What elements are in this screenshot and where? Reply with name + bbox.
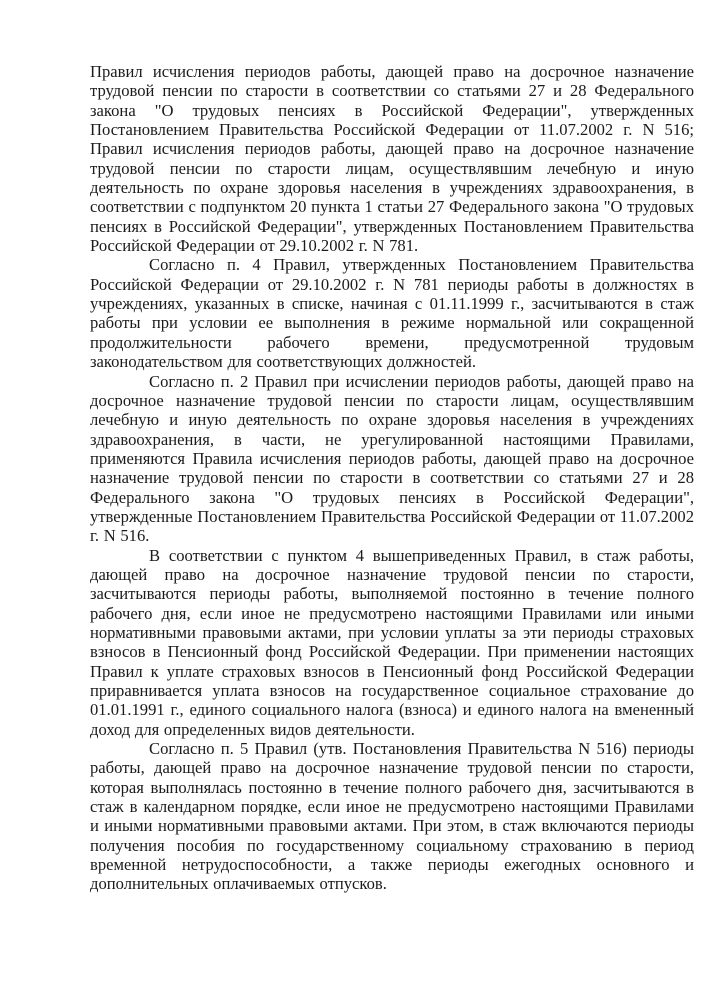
- paragraph-p2-rules: Согласно п. 2 Правил при исчислении периодов работы, дающей право на досрочное назначение трудовой пенсии по старости лицам, осуществлявшим лечебную и иную деятельность по охране здоровья населения в учреждениях здравоохранения, в части, не урегулированной настоящими Правилами, применяются Правила исчисления периодов работы, дающей право на досрочное назначение трудовой пенсии по старости в соответствии со статьями 27 и 28 Федерального закона "О трудовых пенсиях в Российской Федерации", утвержденные Постановлением Правительства Российской Федерации от 11.07.2002 г. N 516.: [90, 371, 694, 546]
- document-text-block: [90, 62, 694, 894]
- paragraph-p4-rules-781: Согласно п. 4 Правил, утвержденных Постановлением Правительства Российской Федерации от 29.10.2002 г. N 781 периоды работы в должностях в учреждениях, указанных в списке, начиная с 01.11.1999 г., засчитываются в стаж работы при условии ее выполнения в режиме нормальной или сокращенной продолжительности рабочего времени, предусмотренной трудовым законодательством для соответствующих должностей.: [90, 255, 694, 372]
- paragraph-point4-insurance: В соответствии с пунктом 4 вышеприведенных Правил, в стаж работы, дающей право на досрочное назначение трудовой пенсии по старости, засчитываются периоды работы, выполняемой постоянно в течение полного рабочего дня, если иное не предусмотрено настоящими Правилами или иными нормативными правовыми актами, при условии уплаты за эти периоды страховых взносов в Пенсионный фонд Российской Федерации. При применении настоящих Правил к уплате страховых взносов в Пенсионный фонд Российской Федерации приравнивается уплата взносов на государственное социальное страхование до 01.01.1991 г., единого социального налога (взноса) и единого налога на вмененный доход для определенных видов деятельности.: [90, 545, 694, 739]
- paragraph-p5-rules-516: Согласно п. 5 Правил (утв. Постановления Правительства N 516) периоды работы, дающей право на досрочное назначение трудовой пенсии по старости, которая выполнялась постоянно в течение полного рабочего дня, засчитываются в стаж в календарном порядке, если иное не предусмотрено настоящими Правилами и иными нормативными правовыми актами. При этом, в стаж включаются периоды получения пособия по государственному социальному страхованию в период временной нетрудоспособности, а также периоды ежегодных основного и дополнительных оплачиваемых отпусков.: [90, 739, 694, 894]
- paragraph-rules-516-781: Правил исчисления периодов работы, дающей право на досрочное назначение трудовой пенсии по старости в соответствии со статьями 27 и 28 Федерального закона "О трудовых пенсиях в Российской Федерации", утвержденных Постановлением Правительства Российской Федерации от 11.07.2002 г. N 516; Правил исчисления периодов работы, дающей право на досрочное назначение трудовой пенсии по старости лицам, осуществлявшим лечебную и иную деятельность по охране здоровья населения в учреждениях здравоохранения, в соответствии с подпунктом 20 пункта 1 статьи 27 Федерального закона "О трудовых пенсиях в Российской Федерации", утвержденных Постановлением Правительства Российской Федерации от 29.10.2002 г. N 781.: [90, 62, 694, 256]
